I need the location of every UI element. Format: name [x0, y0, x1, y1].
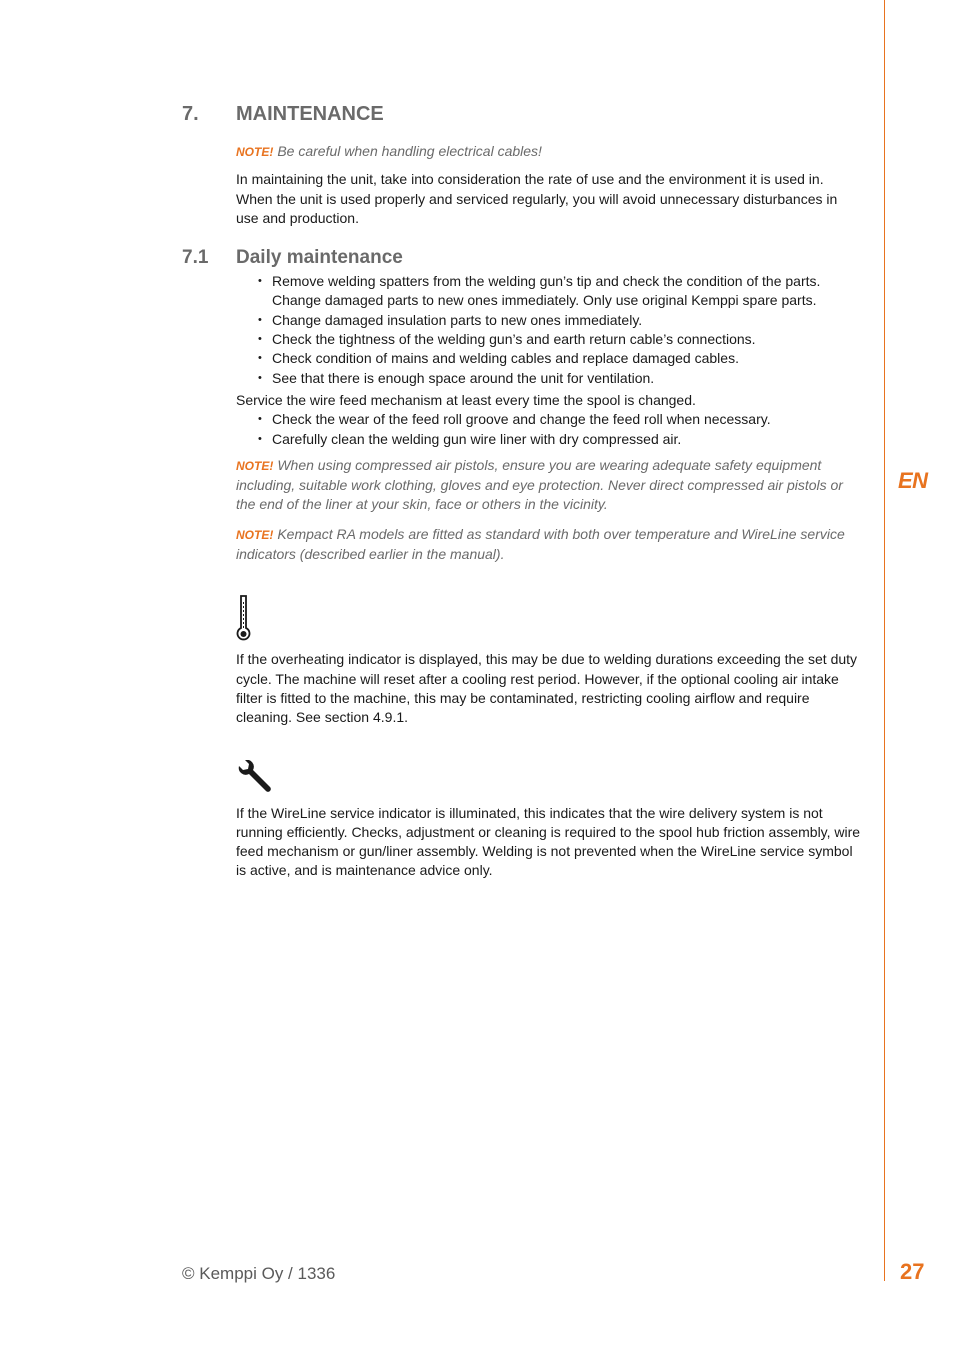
note-compressed-air [236, 456, 862, 515]
overheat-icon-block [236, 594, 862, 642]
subsection-body [236, 272, 862, 881]
list-item: • Check the tightness of the welding gun’s and earth return cable’s connections. [236, 330, 862, 349]
list-item: • Carefully clean the welding gun wire liner with dry compressed air. [236, 430, 862, 449]
list-item: • Remove welding spatters from the welding gun’s tip and check the condition of the parts. Change damaged parts to new ones immediately. Only use original Kemppi spare parts. [236, 272, 862, 311]
overheat-paragraph: If the overheating indicator is displayed, this may be due to welding durations exceeding the set duty cycle. The machine will reset after a cooling rest period. However, if the optional cooling air intake filter is fitted to the machine, this may be contaminated, restricting cooling airflow and require cleaning. See section 4.9.1. [236, 651, 858, 726]
page-number: 27 [900, 1259, 925, 1284]
note-label: NOTE! [236, 145, 274, 159]
note-label: NOTE! [236, 527, 274, 542]
subsection-number: 7.1 [182, 247, 209, 269]
service-paragraph: Service the wire feed mechanism at least every time the spool is changed. [236, 391, 696, 408]
service-list [236, 410, 862, 449]
list-item: • See that there is enough space around the unit for ventilation. [236, 369, 862, 388]
note-text: When using compressed air pistols, ensure you are wearing adequate safety equipment including, suitable work clothing, gloves and eye protection. Never direct compressed air pistols or the end of the liner at your skin, face or others in the vicinity. [236, 456, 843, 513]
list-item: • Check the wear of the feed roll groove and change the feed roll when necessary. [236, 410, 862, 429]
thermometer-icon [236, 594, 252, 642]
note-cables [236, 142, 862, 162]
subsection-heading [182, 244, 862, 272]
footer-copyright: © Kemppi Oy / 1336 [182, 1264, 336, 1283]
intro-paragraph: In maintaining the unit, take into consideration the rate of use and the environment it is used in. When the unit is used properly and serviced regularly, you will avoid unnecessary disturbances in use and production. [236, 171, 838, 226]
list-item: • Change damaged insulation parts to new ones immediately. [236, 311, 862, 330]
note-indicators [236, 525, 862, 565]
section-number: 7. [182, 102, 199, 125]
margin-rule [884, 0, 885, 1281]
section-body [236, 142, 862, 228]
note-text: Be careful when handling electrical cables! [277, 143, 542, 159]
daily-list [236, 272, 862, 388]
note-text: Kempact RA models are fitted as standard with both over temperature and WireLine service indicators (described earlier in the manual). [236, 525, 845, 563]
language-tab: EN [898, 468, 928, 493]
wireline-icon-block [236, 760, 862, 796]
section-heading [182, 100, 862, 128]
subsection-title: Daily maintenance [236, 247, 403, 269]
wireline-paragraph: If the WireLine service indicator is illuminated, this indicates that the wire delivery system is not running efficiently. Checks, adjustment or cleaning is required to the spool hub friction assembly, wire feed mechanism or gun/liner assembly. Welding is not prevented when the WireLine service symbol is active, and is maintenance advice only. [236, 804, 861, 879]
wrench-icon [236, 760, 272, 794]
section-title: MAINTENANCE [236, 102, 384, 125]
list-item: • Check condition of mains and welding cables and replace damaged cables. [236, 349, 862, 368]
main-content [182, 100, 862, 881]
note-label: NOTE! [236, 458, 274, 473]
